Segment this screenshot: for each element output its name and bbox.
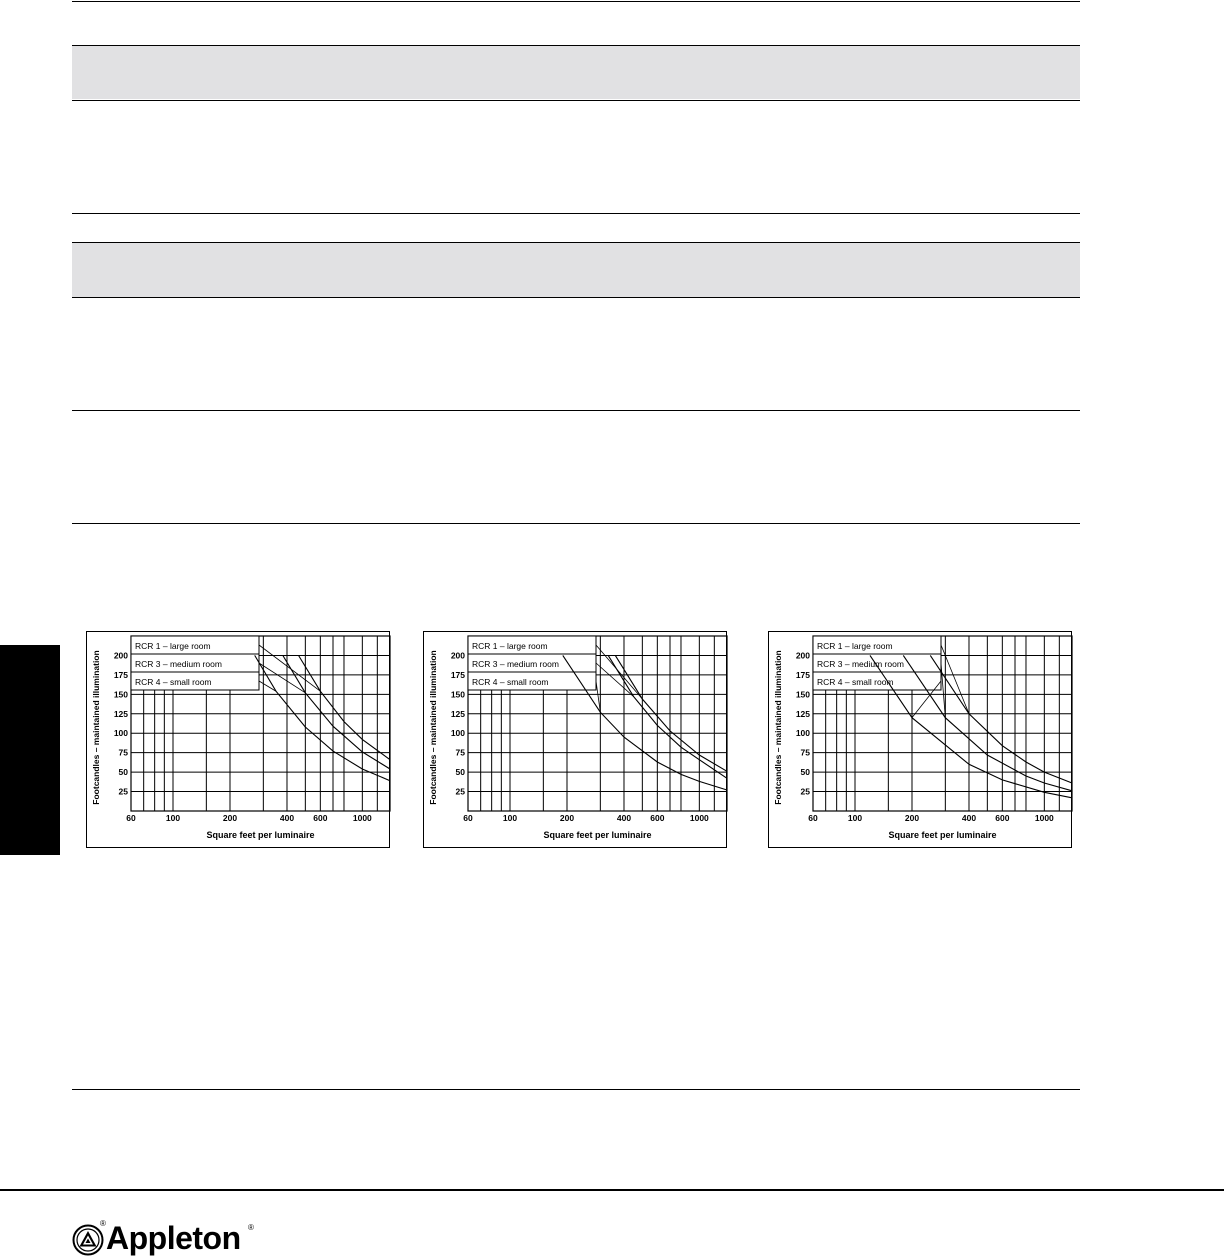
y-tick-label: 200 <box>113 650 128 661</box>
x-tick-label: 100 <box>502 813 518 823</box>
shaded-header-band <box>72 243 1080 297</box>
x-tick-label: 1000 <box>1034 813 1054 823</box>
y-tick-label: 100 <box>113 728 128 739</box>
y-tick-label: 75 <box>118 747 128 758</box>
y-tick-label: 50 <box>800 767 810 778</box>
legend-leader <box>259 663 305 693</box>
rule <box>72 1089 1080 1090</box>
y-tick-label: 125 <box>113 708 128 719</box>
series-line <box>255 655 390 780</box>
chart-3 <box>768 631 1072 848</box>
rule <box>72 410 1080 411</box>
y-tick-label: 175 <box>113 669 128 680</box>
section-side-tab <box>0 645 60 855</box>
y-tick-label: 50 <box>455 767 465 778</box>
x-tick-label: 400 <box>616 813 632 823</box>
series-line <box>608 655 727 778</box>
y-tick-label: 125 <box>795 708 810 719</box>
y-axis-label: Footcandles – maintained illumination <box>91 650 101 805</box>
x-tick-label: 600 <box>995 813 1010 823</box>
x-tick-label: 60 <box>808 813 818 823</box>
legend-entry: RCR 1 – large room <box>472 641 548 651</box>
legend-entry: RCR 3 – medium room <box>472 659 559 669</box>
y-tick-label: 100 <box>795 728 810 739</box>
legend-leader <box>596 663 634 697</box>
y-tick-label: 200 <box>795 650 810 661</box>
y-tick-label: 50 <box>118 767 128 778</box>
legend-entry: RCR 1 – large room <box>817 641 893 651</box>
y-tick-label: 200 <box>450 650 465 661</box>
x-tick-label: 200 <box>904 813 920 823</box>
legend-entry: RCR 1 – large room <box>135 641 211 651</box>
brand-name: Appleton <box>106 1220 241 1256</box>
y-tick-label: 25 <box>800 786 810 797</box>
x-tick-label: 400 <box>279 813 295 823</box>
x-tick-label: 1000 <box>352 813 372 823</box>
x-tick-label: 100 <box>847 813 863 823</box>
x-axis-label: Square feet per luminaire <box>206 830 315 840</box>
footer-rule <box>0 1189 1224 1191</box>
legend-entry: RCR 4 – small room <box>135 677 212 687</box>
x-tick-label: 60 <box>463 813 473 823</box>
y-tick-label: 175 <box>795 669 810 680</box>
y-tick-label: 150 <box>450 689 465 700</box>
legend-entry: RCR 3 – medium room <box>817 659 904 669</box>
x-axis-label: Square feet per luminaire <box>543 830 652 840</box>
logo-mark-reg: ® <box>100 1219 106 1228</box>
y-tick-label: 150 <box>113 689 128 700</box>
x-tick-label: 60 <box>126 813 136 823</box>
legend-entry: RCR 4 – small room <box>472 677 549 687</box>
y-tick-label: 75 <box>800 747 810 758</box>
y-tick-label: 175 <box>450 669 465 680</box>
top-rule <box>72 1 1080 2</box>
legend-leader <box>941 663 945 718</box>
x-tick-label: 100 <box>165 813 181 823</box>
x-tick-label: 1000 <box>689 813 709 823</box>
rule <box>72 213 1080 214</box>
x-tick-label: 400 <box>961 813 977 823</box>
y-tick-label: 25 <box>118 786 128 797</box>
x-axis-label: Square feet per luminaire <box>888 830 997 840</box>
y-tick-label: 100 <box>450 728 465 739</box>
shaded-header-band <box>72 46 1080 99</box>
y-tick-label: 125 <box>450 708 465 719</box>
y-tick-label: 25 <box>455 786 465 797</box>
legend-leader <box>596 645 642 699</box>
legend-entry: RCR 4 – small room <box>817 677 894 687</box>
brand-reg: ® <box>248 1223 254 1232</box>
rule <box>72 100 1080 101</box>
rule <box>72 297 1080 298</box>
x-tick-label: 200 <box>559 813 575 823</box>
y-axis-label: Footcandles – maintained illumination <box>428 650 438 805</box>
chart-3-svg <box>769 632 1073 849</box>
x-tick-label: 200 <box>222 813 238 823</box>
chart-2 <box>423 631 727 848</box>
x-tick-label: 600 <box>313 813 328 823</box>
x-tick-label: 600 <box>650 813 665 823</box>
y-tick-label: 150 <box>795 689 810 700</box>
chart-1 <box>86 631 390 848</box>
chart-1-svg <box>87 632 391 849</box>
legend-entry: RCR 3 – medium room <box>135 659 222 669</box>
y-tick-label: 75 <box>455 747 465 758</box>
legend-leader <box>259 645 320 691</box>
rule <box>72 523 1080 524</box>
chart-2-svg <box>424 632 728 849</box>
appleton-logo <box>72 1219 272 1258</box>
appleton-logo-mark-icon <box>72 1224 104 1256</box>
y-axis-label: Footcandles – maintained illumination <box>773 650 783 805</box>
